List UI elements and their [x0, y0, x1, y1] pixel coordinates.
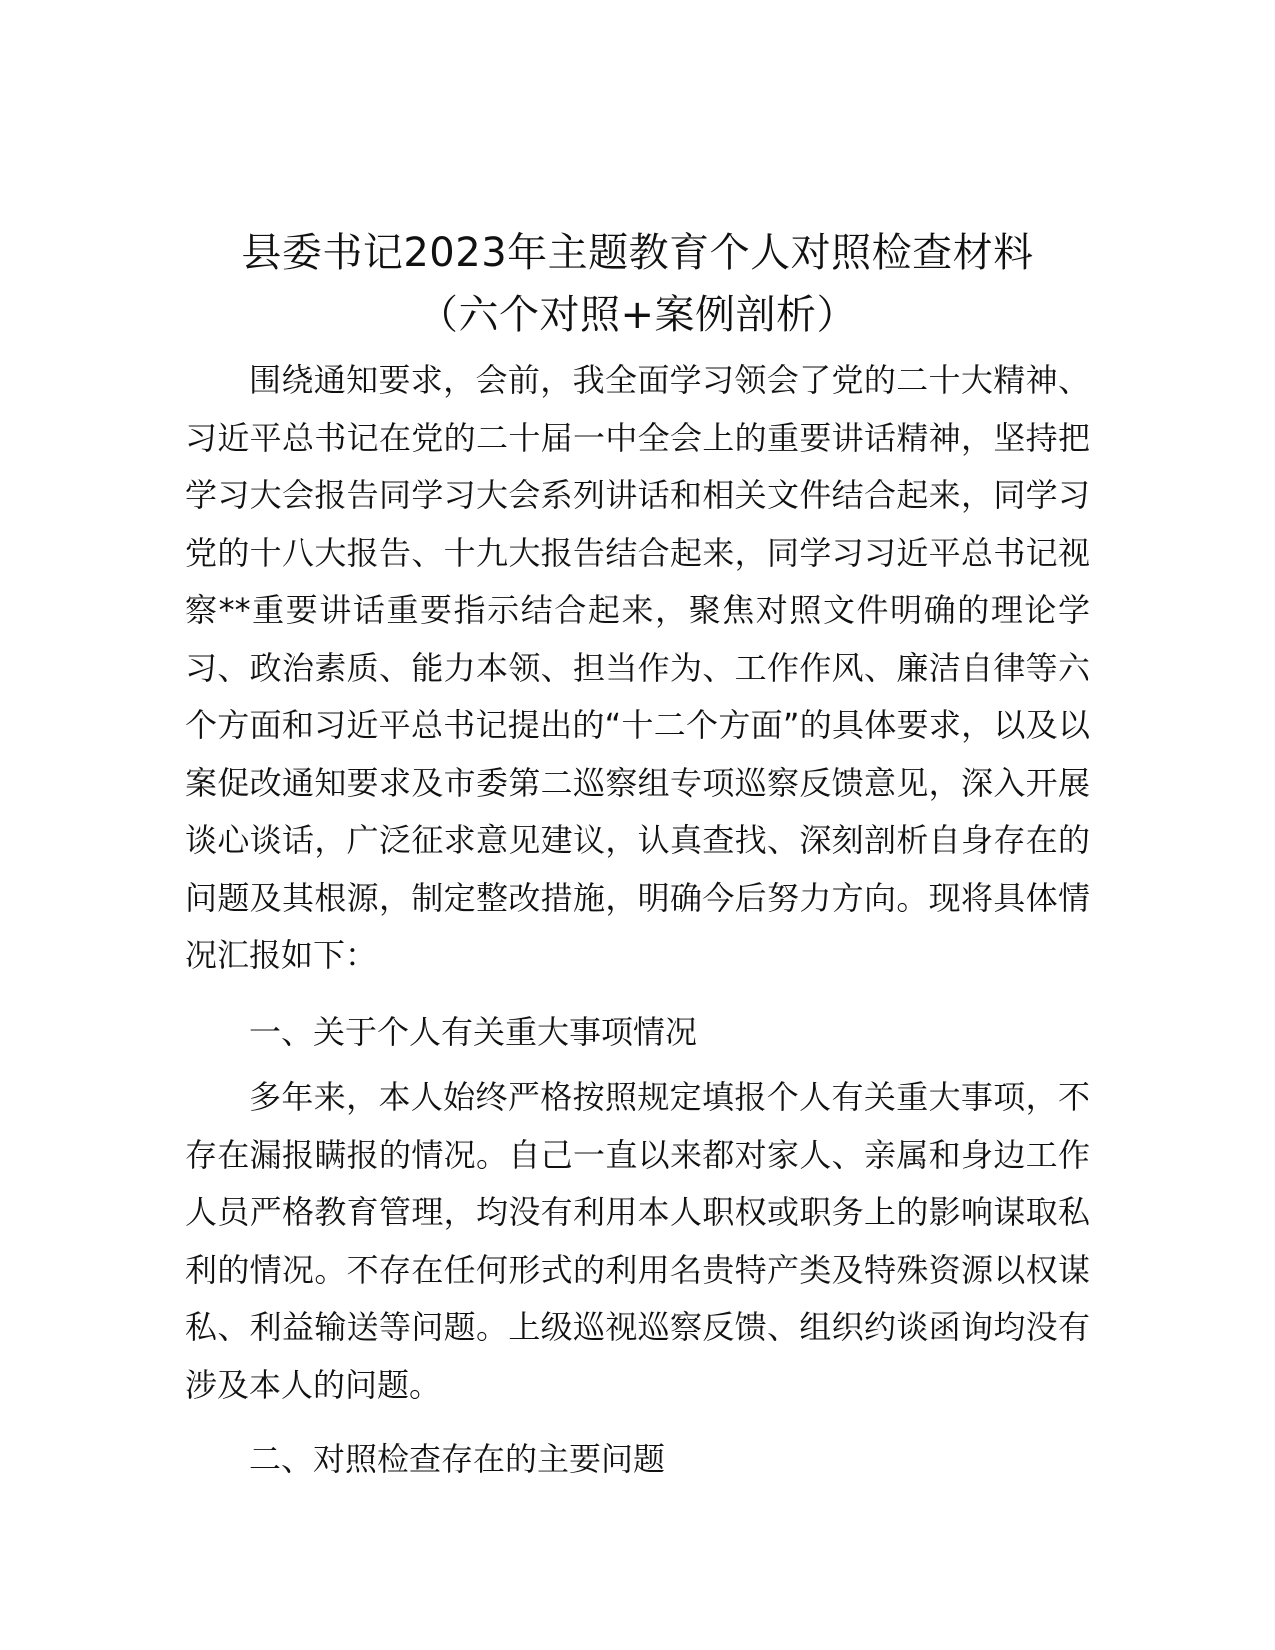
- title-line-2: （六个对照+案例剖析）: [417, 292, 857, 338]
- section-heading-1: 一、关于个人有关重大事项情况: [249, 1013, 698, 1051]
- section-heading-2: 二、对照检查存在的主要问题: [249, 1440, 666, 1478]
- intro-paragraph: 围绕通知要求，会前，我全面学习领会了党的二十大精神、习近平总书记在党的二十届一中全会上的重要讲话精神，坚持把学习大会报告同学习大会系列讲话和相关文件结合起来，同学习党的十八大报告、十九大报告结合起来，同学习习近平总书记视察**重要讲话重要指示结合起来，聚焦对照文件明确的理论学习、政治素质、能力本领、担当作为、工作作风、廉洁自律等六个方面和习近平总书记提出的“十二个方面”的具体要求，以及以案促改通知要求及市委第二巡察组专项巡察反馈意见，深入开展谈心谈话，广泛征求意见建议，认真查找、深刻剖析自身存在的问题及其根源，制定整改措施，明确今后努力方向。现将具体情况汇报如下：: [185, 361, 1090, 974]
- title-line-1: 县委书记2023年主题教育个人对照检查材料: [241, 230, 1034, 276]
- document-title: [150, 222, 1125, 346]
- section-1-paragraph: 多年来，本人始终严格按照规定填报个人有关重大事项，不存在漏报瞒报的情况。自己一直以来都对家人、亲属和身边工作人员严格教育管理，均没有利用本人职权或职务上的影响谋取私利的情况。不存在任何形式的利用名贵特产类及特殊资源以权谋私、利益输送等问题。上级巡视巡察反馈、组织约谈函询均没有涉及本人的问题。: [185, 1078, 1090, 1404]
